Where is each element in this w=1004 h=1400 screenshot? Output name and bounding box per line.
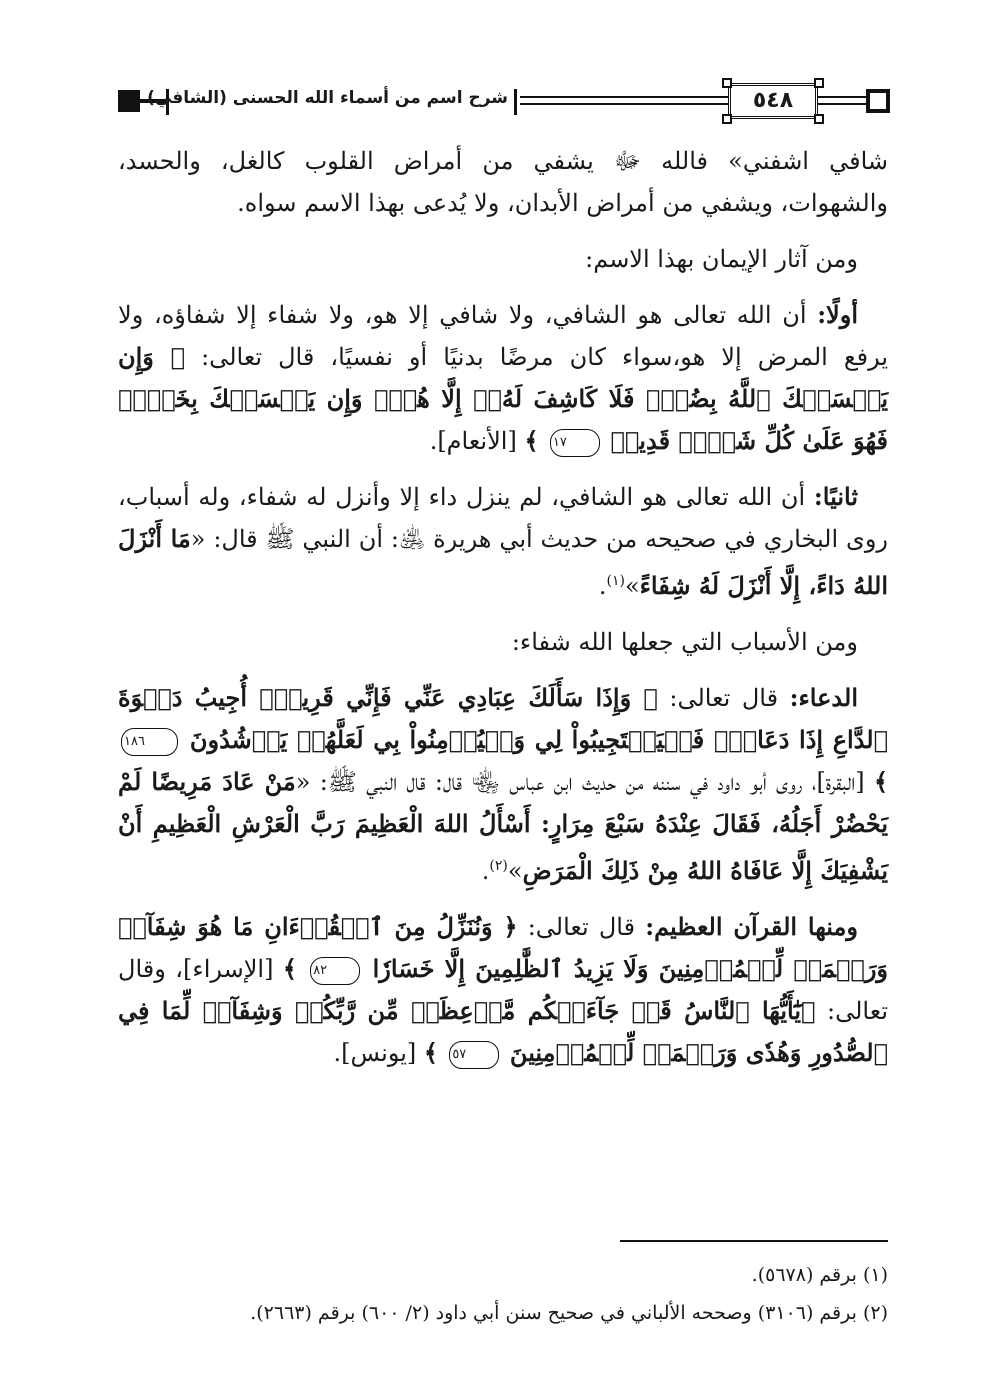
footnote-separator: [620, 1240, 888, 1242]
paragraph-text: [البقرة]، روى أبو داود في سننه من حديث ابن عباس ﵄ قال: قال النبي ﷺ: «: [295, 768, 874, 796]
header-ornament-divider: [514, 89, 517, 115]
paragraph-text: قال تعالى:: [657, 684, 790, 712]
page-number: ٥٤٨: [728, 83, 818, 119]
ayah-number-marker: ٨٢: [310, 957, 360, 985]
paragraph-text: [الإسراء]، وقال تعالى:: [118, 955, 888, 1025]
paragraph-causes-heading: ومن الأسباب التي جعلها الله شفاء:: [511, 628, 858, 656]
frame-corner-ornament: [722, 78, 732, 88]
verse-close-bracket: ﴾: [524, 426, 547, 455]
quran-verse: ﴿ وَنُنَزِّلُ مِنَ ٱلۡقُرۡءَانِ مَا هُوَ شِفَآءٞ وَرَحۡمَةٞ لِّلۡمُؤۡمِنِينَ وَلَا يَزِيدُ ٱلظَّٰلِمِينَ إِلَّا خَسَارٗا: [118, 912, 888, 983]
header-double-rule: [818, 96, 866, 105]
paragraph-second-effect: [118, 476, 888, 607]
surah-reference: [الأنعام].: [429, 427, 525, 455]
ayah-number-marker: ١٧: [550, 429, 600, 457]
sentence-end: .: [481, 857, 490, 885]
paragraph-quran: [118, 906, 888, 1074]
quran-verse: ﴿يَٰٓأَيُّهَا ٱلنَّاسُ قَدۡ جَآءَتۡكُم مَّوۡعِظَةٞ مِّن رَّبِّكُمۡ وَشِفَآءٞ لِّمَا فِي ٱلصُّدُورِ وَهُدٗى وَرَحۡمَةٞ لِّلۡمُؤۡمِنِينَ: [118, 996, 888, 1067]
surah-reference: [يونس].: [333, 1039, 424, 1067]
lead-term: ومنها القرآن العظيم:: [645, 912, 858, 941]
lead-term: أولًا:: [817, 300, 858, 329]
hadith-close-quote: »: [507, 857, 523, 885]
sentence-end: .: [598, 572, 607, 600]
ayah-number-marker: ١٨٦: [121, 728, 178, 756]
hadith-text: مَا أَنْزَلَ اللهُ دَاءً، إِلَّا أَنْزَلَ لَهُ شِفَاءً: [118, 524, 888, 600]
frame-corner-ornament: [814, 78, 824, 88]
header-ornament-square-left: [118, 90, 140, 112]
running-title: شرح اسم من أسماء الله الحسنى (الشافي): [147, 88, 508, 108]
footnote-marker: (١): [606, 573, 625, 589]
lead-term: ثانيًا:: [813, 482, 858, 511]
hadith-close-quote: »: [624, 572, 640, 600]
verse-close-bracket: ﴾: [873, 767, 889, 796]
paragraph-first-effect: [118, 294, 888, 462]
page-body: [118, 140, 888, 1088]
ayah-number-marker: ٥٧: [449, 1041, 499, 1069]
running-header: [118, 80, 888, 124]
verse-close-bracket: ﴾: [423, 1038, 447, 1067]
quran-verse: ﴿ وَإِن يَمۡسَسۡكَ ٱللَّهُ بِضُرّٖ فَلَا كَاشِفَ لَهُۥٓ إِلَّا هُوَۖ وَإِن يَمۡسَسۡكَ بِخَيۡرٖ فَهُوَ عَلَىٰ كُلِّ شَيۡءٖ قَدِيرٞ: [118, 342, 888, 455]
paragraph-text: قال تعالى:: [517, 913, 646, 941]
footnote-1: (١) برقم (٥٦٧٨).: [751, 1264, 888, 1286]
verse-close-bracket: ﴾: [282, 954, 308, 983]
footnote-2: (٢) برقم (٣١٠٦) وصححه الألباني في صحيح سنن أبي داود (٢/ ٦٠٠) برقم (٢٦٦٣).: [250, 1302, 888, 1324]
frame-corner-ornament: [814, 114, 824, 124]
paragraph-effects-heading: ومن آثار الإيمان بهذا الاسم:: [585, 245, 858, 273]
paragraph-text: أن الله تعالى هو الشافي، ولا شافي إلا هو، ولا شفاء إلا شفاؤه، ولا يرفع المرض إلا هو،سواء كان مرضًا بدنيًا أو نفسيًا، قال تعالى:: [118, 301, 889, 371]
paragraph-dua: [118, 677, 888, 892]
paragraph-intro: شافي اشفني» فالله ﷻ يشفي من أمراض القلوب كالغل، والحسد، والشهوات، ويشفي من أمراض الأبدان، ولا يُدعى بهذا الاسم سواه.: [118, 147, 888, 217]
footnote-marker: (٢): [489, 858, 508, 874]
quran-verse: ﴿ وَإِذَا سَأَلَكَ عِبَادِي عَنِّي فَإِنِّي قَرِيبٌۖ أُجِيبُ دَعۡوَةَ ٱلدَّاعِ إِذَا دَعَانِۖ فَلۡيَسۡتَجِيبُواْ لِي وَلۡيُؤۡمِنُواْ بِي لَعَلَّهُمۡ يَرۡشُدُونَ: [118, 683, 888, 754]
hadith-text: مَنْ عَادَ مَرِيضًا لَمْ يَحْضُرْ أَجَلُهُ، فَقَالَ عِنْدَهُ سَبْعَ مِرَارٍ: أَسْأَلُ اللهَ الْعَظِيمَ رَبَّ الْعَرْشِ الْعَظِيمِ أَنْ يَشْفِيَكَ إِلَّا عَافَاهُ اللهُ مِنْ ذَلِكَ الْمَرَضِ: [118, 767, 888, 885]
header-double-rule: [520, 96, 728, 105]
frame-corner-ornament: [722, 114, 732, 124]
header-ornament-square-right: [866, 89, 890, 113]
paragraph-text: أن الله تعالى هو الشافي، لم ينزل داء إلا وأنزل له شفاء، وله أسباب، روى البخاري في صحيحه من حديث أبي هريرة ﵁: أن النبي ﷺ قال: «: [118, 483, 888, 553]
lead-term: الدعاء:: [789, 683, 858, 712]
footnotes: [118, 1256, 888, 1332]
